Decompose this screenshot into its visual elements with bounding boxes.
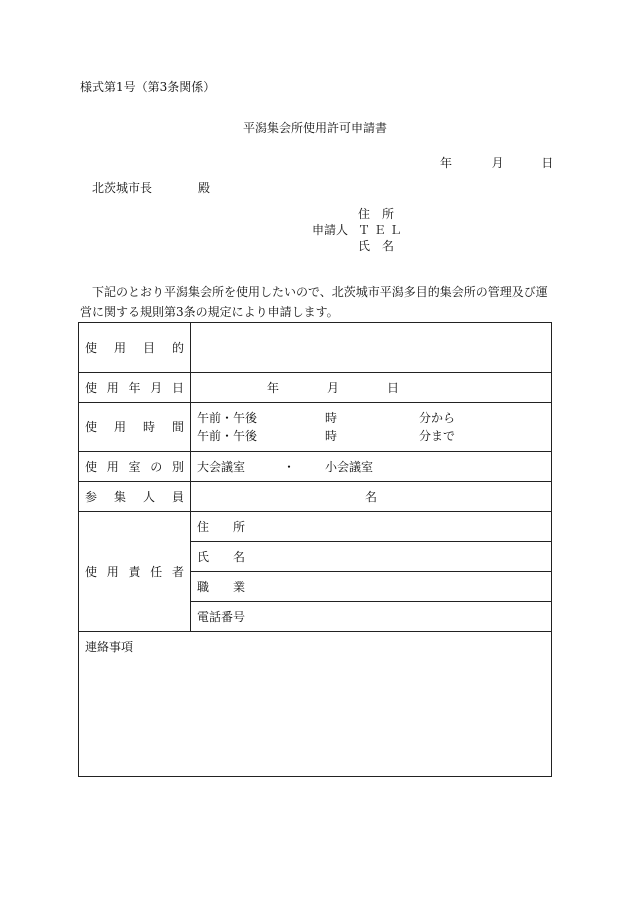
date-field[interactable] — [191, 373, 552, 403]
time-end-ampm: 午前・午後 — [197, 429, 258, 443]
intro-paragraph: 下記のとおり平潟集会所を使用したいので、北茨城市平潟多目的集会所の管理及び運営に関する規則第3条の規定により申請します。 — [80, 285, 548, 319]
application-table — [78, 322, 552, 777]
applicant-label: 申請人 — [312, 223, 349, 237]
date-label: 使用年月日 — [79, 373, 191, 403]
date-year-label: 年 — [440, 156, 453, 170]
responsible-job-field[interactable] — [191, 572, 552, 602]
honorific: 殿 — [198, 181, 211, 195]
time-start-minute: 分から — [419, 411, 456, 425]
responsible-phone-field[interactable] — [191, 602, 552, 632]
purpose-label: 使用目的 — [79, 323, 191, 373]
time-field[interactable] — [191, 403, 552, 452]
time-end-hour: 時 — [325, 429, 338, 443]
time-start-hour: 時 — [325, 411, 338, 425]
applicant-tel-label: Ｔ Ｅ Ｌ — [358, 223, 402, 237]
row-room — [79, 452, 552, 482]
time-start-ampm: 午前・午後 — [197, 411, 258, 425]
purpose-field[interactable] — [191, 323, 552, 373]
row-notes — [79, 632, 552, 777]
application-date — [440, 156, 553, 170]
room-label: 使用室の別 — [79, 452, 191, 482]
responsible-name-label: 氏 名 — [197, 549, 246, 564]
responsible-job-label: 職 業 — [197, 579, 246, 594]
addressee — [92, 181, 210, 195]
participants-unit: 名 — [364, 489, 377, 504]
row-date — [79, 373, 552, 403]
date-day-label: 日 — [541, 156, 554, 170]
notes-label: 連絡事項 — [85, 640, 134, 654]
responsible-phone-label: 電話番号 — [197, 609, 246, 624]
notes-field[interactable] — [79, 632, 552, 777]
addressee-name: 北茨城市長 — [92, 181, 153, 195]
room-large-option[interactable]: 大会議室 — [197, 459, 246, 474]
use-date-month: 月 — [327, 380, 340, 395]
room-small-option[interactable]: 小会議室 — [325, 459, 374, 474]
row-responsible-address — [79, 512, 552, 542]
time-end-minute: 分まで — [419, 429, 456, 443]
date-month-label: 月 — [491, 156, 504, 170]
document-title: 平潟集会所使用許可申請書 — [242, 121, 387, 135]
applicant-address-label: 住 所 — [358, 207, 395, 221]
use-date-day: 日 — [387, 380, 400, 395]
time-label: 使用時間 — [79, 403, 191, 452]
participants-label: 参集人員 — [79, 482, 191, 512]
participants-field[interactable] — [191, 482, 552, 512]
room-separator: ・ — [283, 459, 296, 474]
responsible-address-field[interactable] — [191, 512, 552, 542]
row-participants — [79, 482, 552, 512]
use-date-year: 年 — [267, 380, 280, 395]
form-number: 様式第1号（第3条関係） — [80, 80, 216, 94]
room-field[interactable] — [191, 452, 552, 482]
row-purpose — [79, 323, 552, 373]
applicant-name-label: 氏 名 — [358, 239, 395, 253]
responsible-label: 使用責任者 — [79, 512, 191, 632]
responsible-address-label: 住 所 — [197, 519, 246, 534]
responsible-name-field[interactable] — [191, 542, 552, 572]
row-time — [79, 403, 552, 452]
